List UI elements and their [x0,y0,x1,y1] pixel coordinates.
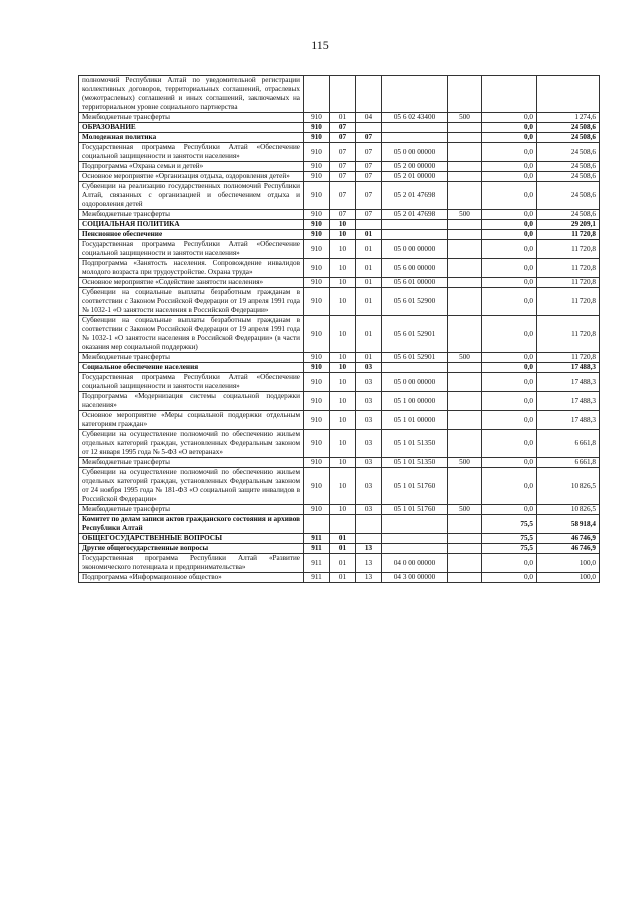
amount-federal: 0,0 [482,133,537,143]
target-article-code: 05 0 00 00000 [382,143,448,162]
target-article-code: 05 6 01 00000 [382,278,448,288]
expense-type-code [448,123,482,133]
subsection-code: 07 [356,172,382,182]
row-name: Подпрограмма «Охрана семьи и детей» [79,162,304,172]
subsection-code: 03 [356,363,382,373]
amount-total: 6 661,8 [537,458,600,468]
ministry-code: 910 [304,278,330,288]
section-code: 01 [330,113,356,123]
subsection-code [356,515,382,534]
section-code: 10 [330,505,356,515]
amount-total: 10 826,5 [537,468,600,505]
table-row [79,573,600,583]
table-row [79,392,600,411]
target-article-code: 05 2 01 47698 [382,210,448,220]
table-row [79,411,600,430]
table-row [79,143,600,162]
table-row [79,113,600,123]
row-name: Социальное обеспечение населения [79,363,304,373]
amount-federal: 0,0 [482,143,537,162]
ministry-code: 910 [304,392,330,411]
ministry-code: 910 [304,430,330,458]
target-article-code: 04 0 00 00000 [382,554,448,573]
amount-total: 11 720,8 [537,230,600,240]
expense-type-code [448,172,482,182]
row-name: Государственная программа Республики Алтай «Развитие экономического потенциала и предпринимательства» [79,554,304,573]
row-name: Субвенции на социальные выплаты безработным гражданам в соответствии с Законом Российской Федерации от 19 апреля 1991 года № 1032-1 «О занятости населения в Российской Федерации» (в части оказания мер социальной поддержки) [79,316,304,353]
subsection-code: 07 [356,133,382,143]
subsection-code: 03 [356,411,382,430]
table-row [79,76,600,113]
section-code: 10 [330,353,356,363]
table-row [79,554,600,573]
section-code: 10 [330,430,356,458]
subsection-code: 07 [356,210,382,220]
row-name: Основное мероприятие «Меры социальной поддержки отдельным категориям граждан» [79,411,304,430]
expense-type-code [448,316,482,353]
ministry-code: 910 [304,505,330,515]
ministry-code: 910 [304,288,330,316]
row-name: Межбюджетные трансферты [79,210,304,220]
expense-type-code [448,288,482,316]
ministry-code: 910 [304,133,330,143]
subsection-code: 01 [356,240,382,259]
amount-total: 6 661,8 [537,430,600,458]
expense-type-code [448,534,482,544]
row-name: Государственная программа Республики Алтай «Обеспечение социальной защищенности и занятости населения» [79,143,304,162]
ministry-code: 910 [304,353,330,363]
expense-type-code: 500 [448,458,482,468]
ministry-code [304,515,330,534]
amount-total: 1 274,6 [537,113,600,123]
row-name: Основное мероприятие «Содействие занятости населения» [79,278,304,288]
ministry-code: 910 [304,210,330,220]
subsection-code: 03 [356,430,382,458]
expense-type-code [448,392,482,411]
row-name: СОЦИАЛЬНАЯ ПОЛИТИКА [79,220,304,230]
amount-total: 11 720,8 [537,278,600,288]
ministry-code: 910 [304,123,330,133]
target-article-code [382,76,448,113]
amount-total: 11 720,8 [537,316,600,353]
subsection-code [356,123,382,133]
section-code: 10 [330,468,356,505]
target-article-code: 05 6 02 43400 [382,113,448,123]
amount-total: 10 826,5 [537,505,600,515]
ministry-code: 910 [304,220,330,230]
ministry-code: 910 [304,373,330,392]
row-name: Комитет по делам записи актов гражданского состояния и архивов Республики Алтай [79,515,304,534]
amount-total: 11 720,8 [537,353,600,363]
amount-federal [482,76,537,113]
ministry-code: 911 [304,544,330,554]
target-article-code [382,230,448,240]
subsection-code: 01 [356,353,382,363]
ministry-code: 910 [304,259,330,278]
ministry-code: 910 [304,411,330,430]
expense-type-code [448,515,482,534]
amount-federal: 0,0 [482,505,537,515]
subsection-code: 13 [356,554,382,573]
expense-type-code [448,143,482,162]
expense-type-code: 500 [448,113,482,123]
budget-table [78,75,600,583]
amount-federal: 0,0 [482,554,537,573]
expense-type-code [448,220,482,230]
expense-type-code [448,363,482,373]
subsection-code: 03 [356,468,382,505]
row-name: Государственная программа Республики Алтай «Обеспечение социальной защищенности и занятости населения» [79,373,304,392]
row-name: Пенсионное обеспечение [79,230,304,240]
section-code: 10 [330,316,356,353]
table-row [79,515,600,534]
subsection-code: 13 [356,544,382,554]
ministry-code: 911 [304,554,330,573]
amount-federal: 0,0 [482,316,537,353]
section-code: 07 [330,172,356,182]
section-code: 01 [330,554,356,573]
expense-type-code [448,76,482,113]
ministry-code: 910 [304,172,330,182]
expense-type-code [448,573,482,583]
ministry-code: 910 [304,363,330,373]
subsection-code [356,534,382,544]
subsection-code: 07 [356,182,382,210]
table-row [79,373,600,392]
expense-type-code [448,162,482,172]
amount-federal: 0,0 [482,220,537,230]
ministry-code: 910 [304,458,330,468]
subsection-code: 13 [356,573,382,583]
target-article-code [382,534,448,544]
target-article-code: 05 6 01 52900 [382,288,448,316]
amount-federal: 0,0 [482,172,537,182]
amount-total: 17 488,3 [537,363,600,373]
row-name: Межбюджетные трансферты [79,353,304,363]
expense-type-code [448,230,482,240]
section-code: 01 [330,573,356,583]
target-article-code: 04 3 00 00000 [382,573,448,583]
target-article-code [382,133,448,143]
amount-federal: 0,0 [482,240,537,259]
ministry-code: 910 [304,113,330,123]
amount-total: 17 488,3 [537,373,600,392]
amount-federal: 0,0 [482,363,537,373]
subsection-code: 07 [356,162,382,172]
row-name: ОБРАЗОВАНИЕ [79,123,304,133]
section-code: 10 [330,392,356,411]
expense-type-code [448,554,482,573]
target-article-code: 05 1 01 00000 [382,411,448,430]
amount-total: 46 746,9 [537,544,600,554]
section-code: 10 [330,240,356,259]
amount-federal: 0,0 [482,288,537,316]
table-row [79,220,600,230]
subsection-code [356,76,382,113]
ministry-code: 911 [304,534,330,544]
amount-total: 24 508,6 [537,143,600,162]
ministry-code [304,76,330,113]
ministry-code: 910 [304,240,330,259]
row-name: Подпрограмма «Модернизация системы социальной поддержки населения» [79,392,304,411]
target-article-code: 05 1 01 51760 [382,505,448,515]
amount-total: 17 488,3 [537,392,600,411]
target-article-code: 05 0 00 00000 [382,240,448,259]
table-row [79,534,600,544]
target-article-code: 05 1 01 51350 [382,430,448,458]
amount-total: 24 508,6 [537,182,600,210]
subsection-code: 01 [356,259,382,278]
table-row [79,288,600,316]
ministry-code: 910 [304,182,330,210]
amount-total: 46 746,9 [537,534,600,544]
table-row [79,544,600,554]
row-name: Межбюджетные трансферты [79,113,304,123]
section-code: 10 [330,288,356,316]
table-row [79,505,600,515]
amount-federal: 0,0 [482,113,537,123]
table-row [79,210,600,220]
amount-federal: 0,0 [482,392,537,411]
subsection-code: 01 [356,288,382,316]
table-row [79,123,600,133]
amount-federal: 75,5 [482,544,537,554]
amount-total: 24 508,6 [537,210,600,220]
page-number: 115 [311,38,329,52]
table-row [79,240,600,259]
target-article-code: 05 1 01 51760 [382,468,448,505]
section-code: 10 [330,278,356,288]
table-row [79,259,600,278]
table-row [79,458,600,468]
section-code: 07 [330,133,356,143]
subsection-code: 01 [356,316,382,353]
amount-federal: 0,0 [482,458,537,468]
ministry-code: 910 [304,143,330,162]
amount-federal: 0,0 [482,210,537,220]
expense-type-code [448,278,482,288]
section-code [330,515,356,534]
amount-total: 100,0 [537,573,600,583]
row-name: Субвенции на социальные выплаты безработным гражданам в соответствии с Законом Российской Федерации от 19 апреля 1991 года № 1032-1 «О занятости населения в Российской Федерации» [79,288,304,316]
table-row [79,430,600,458]
expense-type-code: 500 [448,353,482,363]
target-article-code: 05 6 01 52901 [382,353,448,363]
row-name: ОБЩЕГОСУДАРСТВЕННЫЕ ВОПРОСЫ [79,534,304,544]
target-article-code [382,363,448,373]
target-article-code: 05 2 01 00000 [382,172,448,182]
section-code: 01 [330,544,356,554]
row-name: полномочий Республики Алтай по уведомительной регистрации коллективных договоров, территориальных соглашений, отраслевых (межотраслевых) соглашений и иных соглашений, заключаемых на территориальном уровне социального партнерства [79,76,304,113]
amount-total: 11 720,8 [537,240,600,259]
ministry-code: 910 [304,162,330,172]
expense-type-code [448,373,482,392]
table-row [79,162,600,172]
amount-federal: 0,0 [482,468,537,505]
target-article-code: 05 0 00 00000 [382,373,448,392]
target-article-code: 05 1 00 00000 [382,392,448,411]
subsection-code: 03 [356,458,382,468]
expense-type-code [448,430,482,458]
ministry-code: 910 [304,316,330,353]
row-name: Основное мероприятие «Организация отдыха, оздоровления детей» [79,172,304,182]
section-code: 10 [330,373,356,392]
amount-total: 24 508,6 [537,162,600,172]
expense-type-code [448,182,482,210]
target-article-code [382,544,448,554]
amount-total: 29 209,1 [537,220,600,230]
section-code: 10 [330,259,356,278]
section-code: 07 [330,182,356,210]
table-row [79,363,600,373]
expense-type-code [448,259,482,278]
expense-type-code: 500 [448,505,482,515]
amount-federal: 75,5 [482,534,537,544]
table-row [79,172,600,182]
amount-total: 24 508,6 [537,123,600,133]
row-name: Субвенции на реализацию государственных полномочий Республики Алтай, связанных с организацией и обеспечением отдыха и оздоровления детей [79,182,304,210]
subsection-code: 03 [356,392,382,411]
expense-type-code [448,544,482,554]
target-article-code [382,515,448,534]
row-name: Межбюджетные трансферты [79,505,304,515]
target-article-code: 05 2 00 00000 [382,162,448,172]
subsection-code [356,220,382,230]
row-name: Подпрограмма «Занятость населения. Сопровождение инвалидов молодого возраста при трудоустройстве. Охрана труда» [79,259,304,278]
table-row [79,353,600,363]
subsection-code: 01 [356,230,382,240]
target-article-code [382,123,448,133]
section-code: 07 [330,123,356,133]
table-row [79,316,600,353]
section-code: 01 [330,534,356,544]
expense-type-code [448,468,482,505]
amount-federal: 0,0 [482,162,537,172]
table-row [79,278,600,288]
row-name: Молодежная политика [79,133,304,143]
target-article-code: 05 6 01 52901 [382,316,448,353]
amount-federal: 0,0 [482,430,537,458]
row-name: Подпрограмма «Информационное общество» [79,573,304,583]
table-row [79,230,600,240]
row-name: Субвенции на осуществление полномочий по обеспечению жильем отдельных категорий граждан, установленных Федеральным законом от 12 января 1995 года № 5-ФЗ «О ветеранах» [79,430,304,458]
target-article-code [382,220,448,230]
subsection-code: 04 [356,113,382,123]
amount-total [537,76,600,113]
section-code: 10 [330,230,356,240]
expense-type-code: 500 [448,210,482,220]
amount-total: 17 488,3 [537,411,600,430]
amount-total: 11 720,8 [537,259,600,278]
section-code: 07 [330,210,356,220]
ministry-code: 911 [304,573,330,583]
expense-type-code [448,411,482,430]
amount-federal: 0,0 [482,353,537,363]
amount-federal: 0,0 [482,411,537,430]
amount-federal: 0,0 [482,573,537,583]
row-name: Субвенции на осуществление полномочий по обеспечению жильем отдельных категорий граждан, установленных Федеральным законом от 24 ноября 1995 года № 181-ФЗ «О социальной защите инвалидов в Российской Федерации» [79,468,304,505]
section-code: 10 [330,458,356,468]
ministry-code: 910 [304,230,330,240]
amount-federal: 0,0 [482,259,537,278]
subsection-code: 03 [356,373,382,392]
amount-federal: 0,0 [482,182,537,210]
amount-total: 100,0 [537,554,600,573]
table-row [79,133,600,143]
section-code [330,76,356,113]
section-code: 10 [330,220,356,230]
section-code: 07 [330,162,356,172]
amount-total: 24 508,6 [537,172,600,182]
amount-federal: 0,0 [482,373,537,392]
amount-federal: 0,0 [482,123,537,133]
expense-type-code [448,133,482,143]
amount-federal: 75,5 [482,515,537,534]
target-article-code: 05 6 00 00000 [382,259,448,278]
subsection-code: 07 [356,143,382,162]
amount-total: 24 508,6 [537,133,600,143]
section-code: 07 [330,143,356,162]
row-name: Государственная программа Республики Алтай «Обеспечение социальной защищенности и занятости населения» [79,240,304,259]
row-name: Межбюджетные трансферты [79,458,304,468]
table-row [79,182,600,210]
expense-type-code [448,240,482,259]
target-article-code: 05 1 01 51350 [382,458,448,468]
table-row [79,468,600,505]
amount-federal: 0,0 [482,230,537,240]
amount-total: 58 918,4 [537,515,600,534]
ministry-code: 910 [304,468,330,505]
section-code: 10 [330,363,356,373]
subsection-code: 01 [356,278,382,288]
section-code: 10 [330,411,356,430]
amount-total: 11 720,8 [537,288,600,316]
amount-federal: 0,0 [482,278,537,288]
row-name: Другие общегосударственные вопросы [79,544,304,554]
target-article-code: 05 2 01 47698 [382,182,448,210]
subsection-code: 03 [356,505,382,515]
